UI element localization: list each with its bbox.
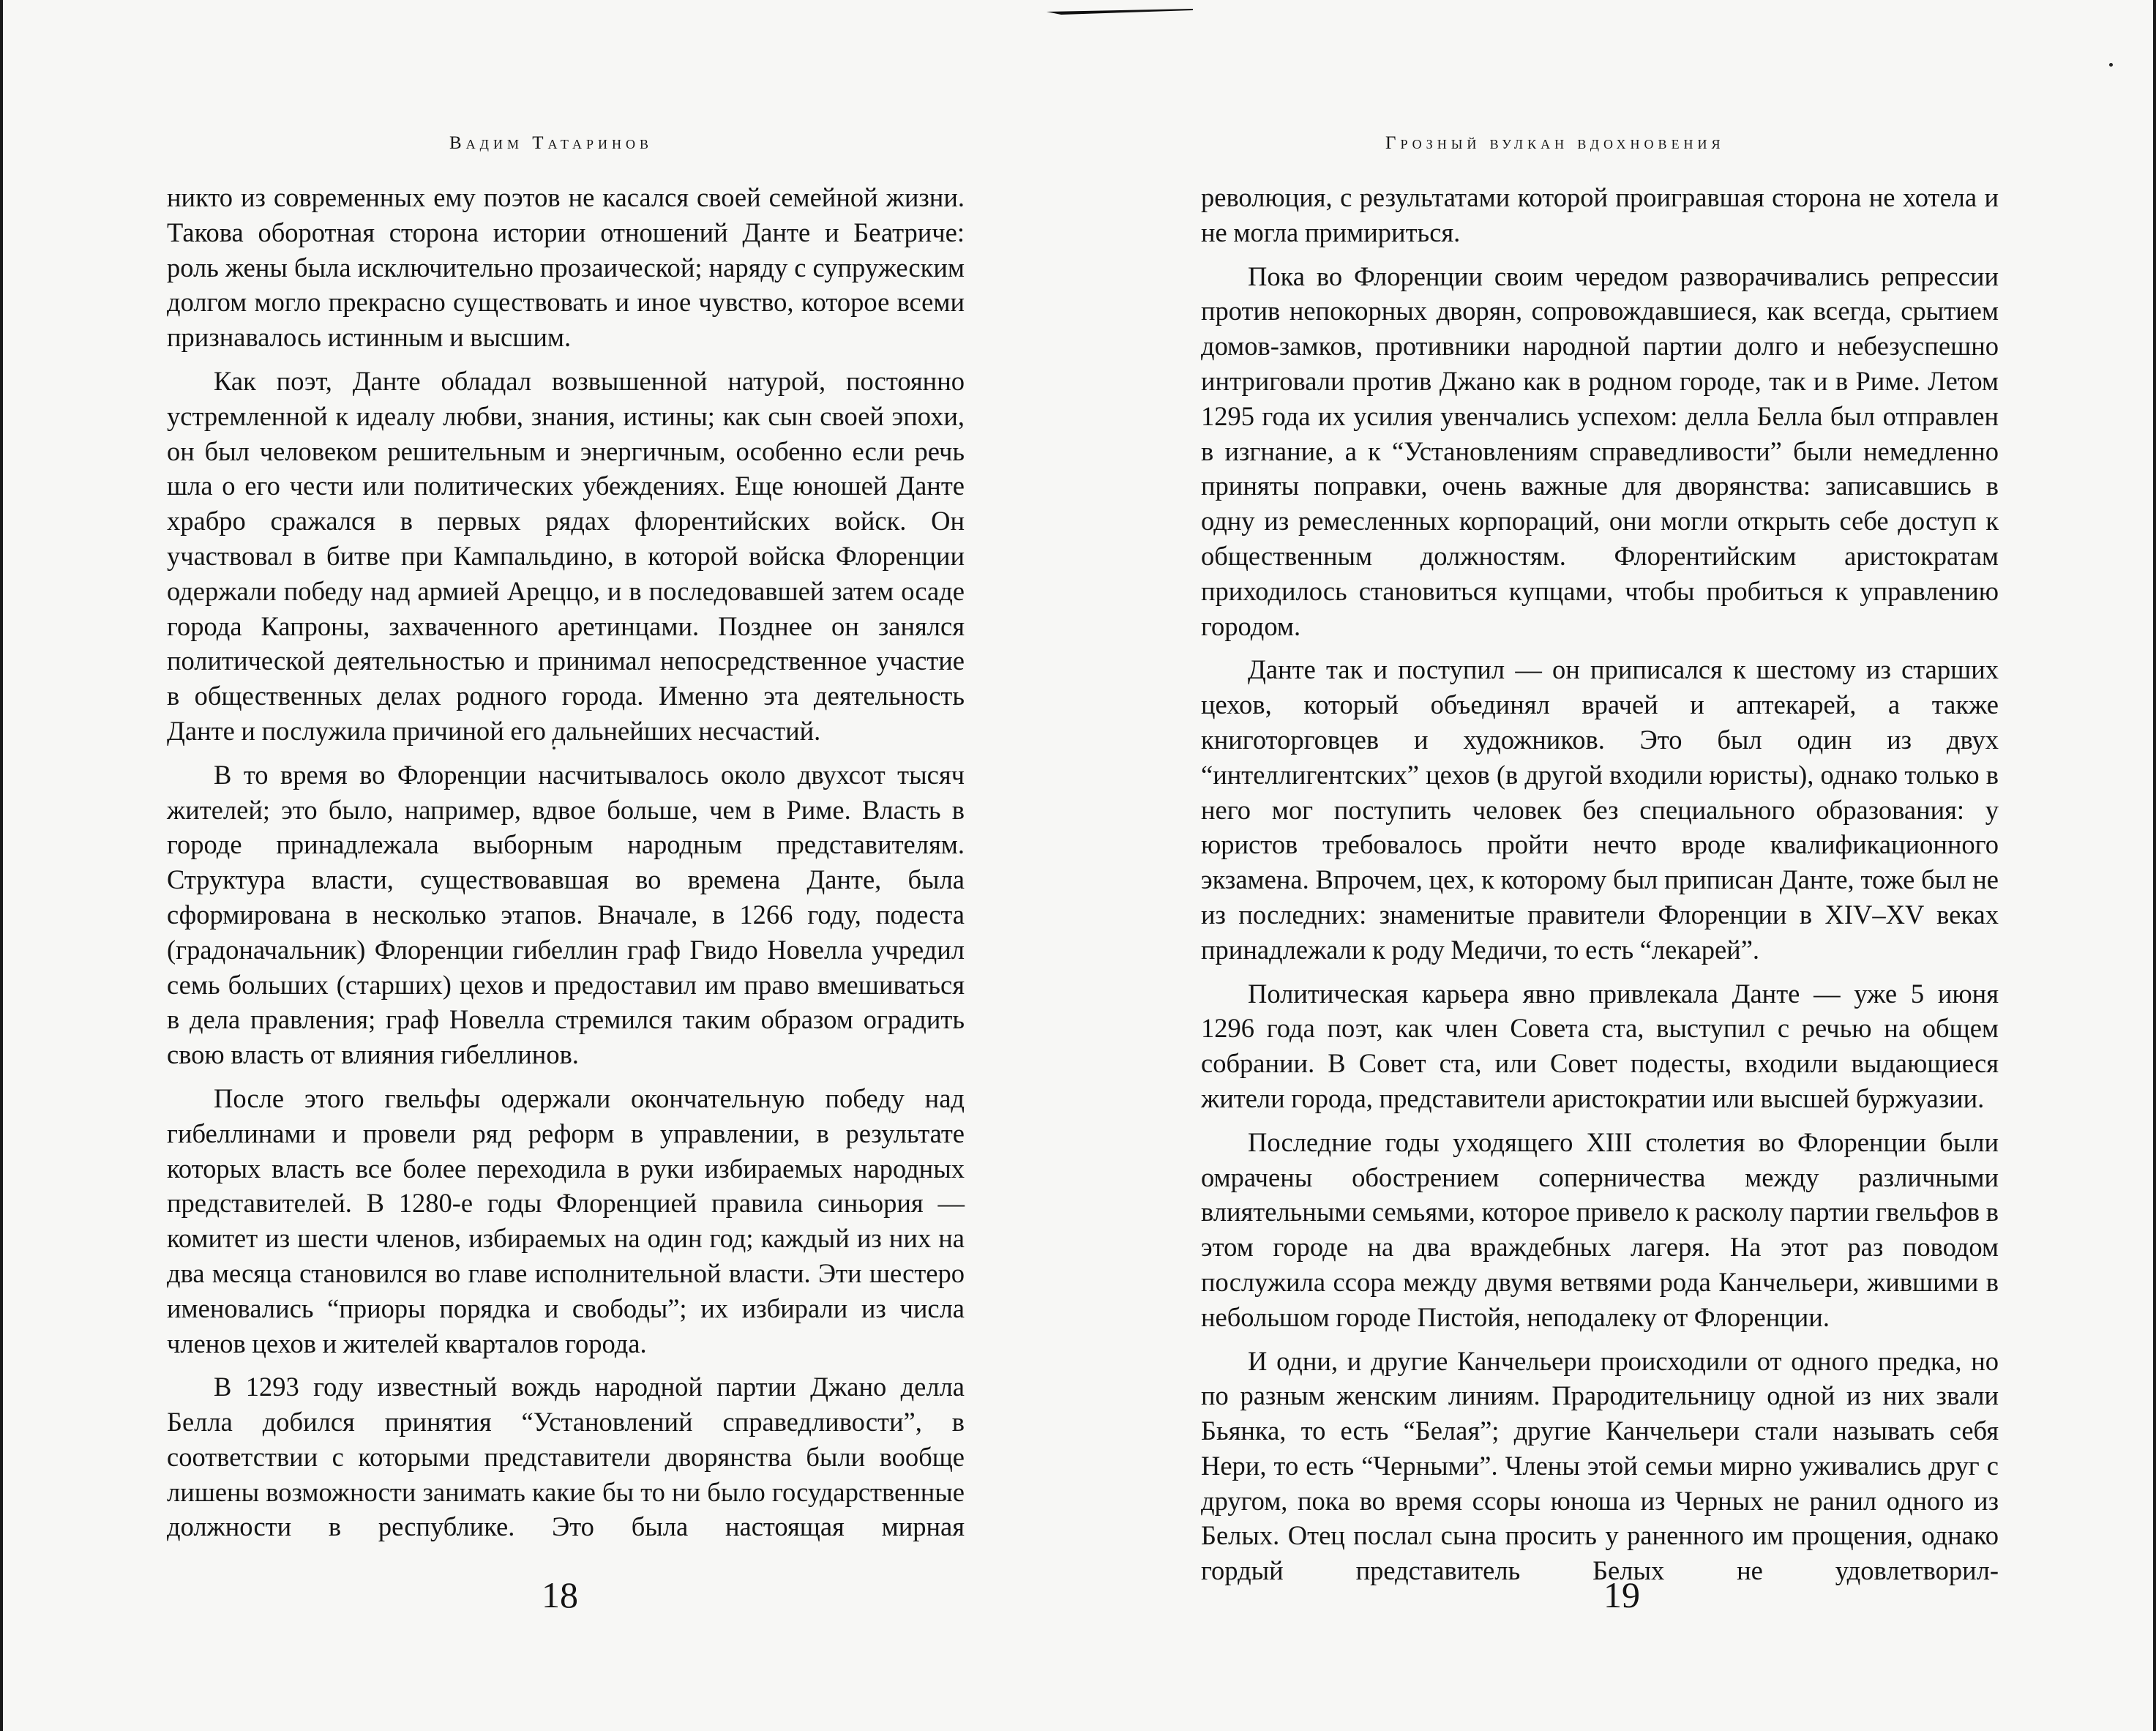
scan-speck <box>2109 63 2113 67</box>
paragraph: никто из современных ему поэтов не касался своей семейной жизни. Такова оборотная сторона истории отношений Данте и Беатриче: роль жены была исключительно прозаической; наряду с супружеским долгом могло прекрасно существовать и иное чувство, которое всеми признавалось истинным и высшим. <box>167 182 965 353</box>
paragraph: В 1293 году известный вождь народной партии Джано делла Белла добился принятия “Установлений справедливости”, в соответствии с которыми представители дворянства были вообще лишены возможности занимать какие бы то ни было государственные должности в республике. Это была настоящая мирная <box>167 1372 965 1542</box>
paragraph: И одни, и другие Канчельери происходили от одного предка, но по разным женским линиям. Прародительницу одной из них звали Бьянка, то есть “Белая”; другие Канчельери стали называть себя Нери, то есть “Черными”. Члены этой семьи мирно уживались друг с другом, пока во время ссоры юноша из Черных не ранил одного из Белых. Отец послал сына просить у раненного им прощения, однако гордый представитель Белых не удовлетворил- <box>1201 1345 1999 1586</box>
paragraph: После этого гвельфы одержали окончательную победу над гибеллинами и провели ряд реформ в управлении, в результате которых власть все более переходила в руки избираемых народных представителей. В 1280-е годы Флоренцией правила синьория — комитет из шести членов, избираемых на один год; каждый из них на два месяца становился во главе исполнительной власти. Эти шестеро именовались “приоры порядка и свободы”; их избирали из числа членов цехов и жителей кварталов города. <box>167 1083 965 1358</box>
paragraph: Политическая карьера явно привлекала Данте — уже 5 июня 1296 года поэт, как член Совета ста, выступил с речью на общем собрании. В Совет ста, или Совет подесты, входили выдающиеся жители города, представители аристократии или высшей буржуазии. <box>1201 978 1999 1113</box>
paragraph: Пока во Флоренции своим чередом разворачивались репрессии против непокорных дворян, сопровождавшиеся, как всегда, срытием домов-замков, противники народной партии долго и небезуспешно интриговали против Джано как в родном городе, так и в Риме. Летом 1295 года их усилия увенчались успехом: делла Белла был отправлен в изгнание, а к “Установлениям справедливости” были немедленно приняты поправки, очень важные для дворянства: записавшись в одну из ремесленных корпораций, они могли открыть себе доступ к общественным должностям. Флорентийским аристократам приходилось становиться купцами, чтобы пробиться к управлению городом. <box>1201 261 1999 641</box>
paragraph: Последние годы уходящего XIII столетия во Флоренции были омрачены обострением соперничества между различными влиятельными семьями, которое привело к расколу партии гвельфов в этом городе на два враждебных лагеря. На этот раз поводом послужила ссора между двумя ветвями рода Канчельери, жившими в небольшом городе Пистойя, неподалеку от Флоренции. <box>1201 1126 1999 1332</box>
running-head-right: Грозный вулкан вдохновения <box>1385 133 1725 153</box>
scan-speck <box>553 747 555 749</box>
running-head-left: Вадим Татаринов <box>449 133 654 153</box>
right-page <box>1078 0 2156 1731</box>
paragraph: В то время во Флоренции насчитывалось около двухсот тысяч жителей; это было, например, вдвое больше, чем в Риме. Власть в городе принадлежала выборным народным представителям. Структура власти, существовавшая во времена Данте, была сформирована в несколько этапов. Вначале, в 1266 году, подеста (градоначальник) Флоренции гибеллин граф Гвидо Новелла учредил семь больших (старших) цехов и предоставил им право вмешиваться в дела правления; граф Новелла стремился таким образом оградить свою власть от влияния гибеллинов. <box>167 759 965 1070</box>
paragraph: Как поэт, Данте обладал возвышенной натурой, постоянно устремленной к идеалу любви, знания, истины; как сын своей эпохи, он был человеком решительным и энергичным, особенно если речь шла о его чести или политических убеждениях. Еще юношей Данте храбро сражался в первых рядах флорентийских войск. Он участвовал в битве при Кампальдино, в которой войска Флоренции одержали победу над армией Ареццо, и в последовавшей затем осаде города Капроны, захваченного аретинцами. Позднее он занялся политической деятельностью и принимал непосредственное участие в общественных делах родного города. Именно эта деятельность Данте и послужила причиной его дальнейших несчастий. <box>167 365 965 746</box>
page-number-left: 18 <box>542 1574 578 1615</box>
paragraph: революция, с результатами которой проигравшая сторона не хотела и не могла примириться. <box>1201 182 1999 247</box>
paragraph: Данте так и поступил — он приписался к шестому из старших цехов, который объединял врачей и аптекарей, а также книготорговцев и художников. Это был один из двух “интеллигентских” цехов (в другой входили юристы), однако только в него мог поступить человек без специального образования: у юристов требовалось пройти нечто вроде квалификационного экзамена. Впрочем, цех, к которому был приписан Данте, тоже был не из последних: знаменитые правители Флоренции в XIV–XV веках принадлежали к роду Медичи, то есть “лекарей”. <box>1201 654 1999 965</box>
right-text-block <box>1201 180 1999 1597</box>
page-number-right: 19 <box>1603 1574 1640 1615</box>
left-text-block <box>167 180 965 1553</box>
